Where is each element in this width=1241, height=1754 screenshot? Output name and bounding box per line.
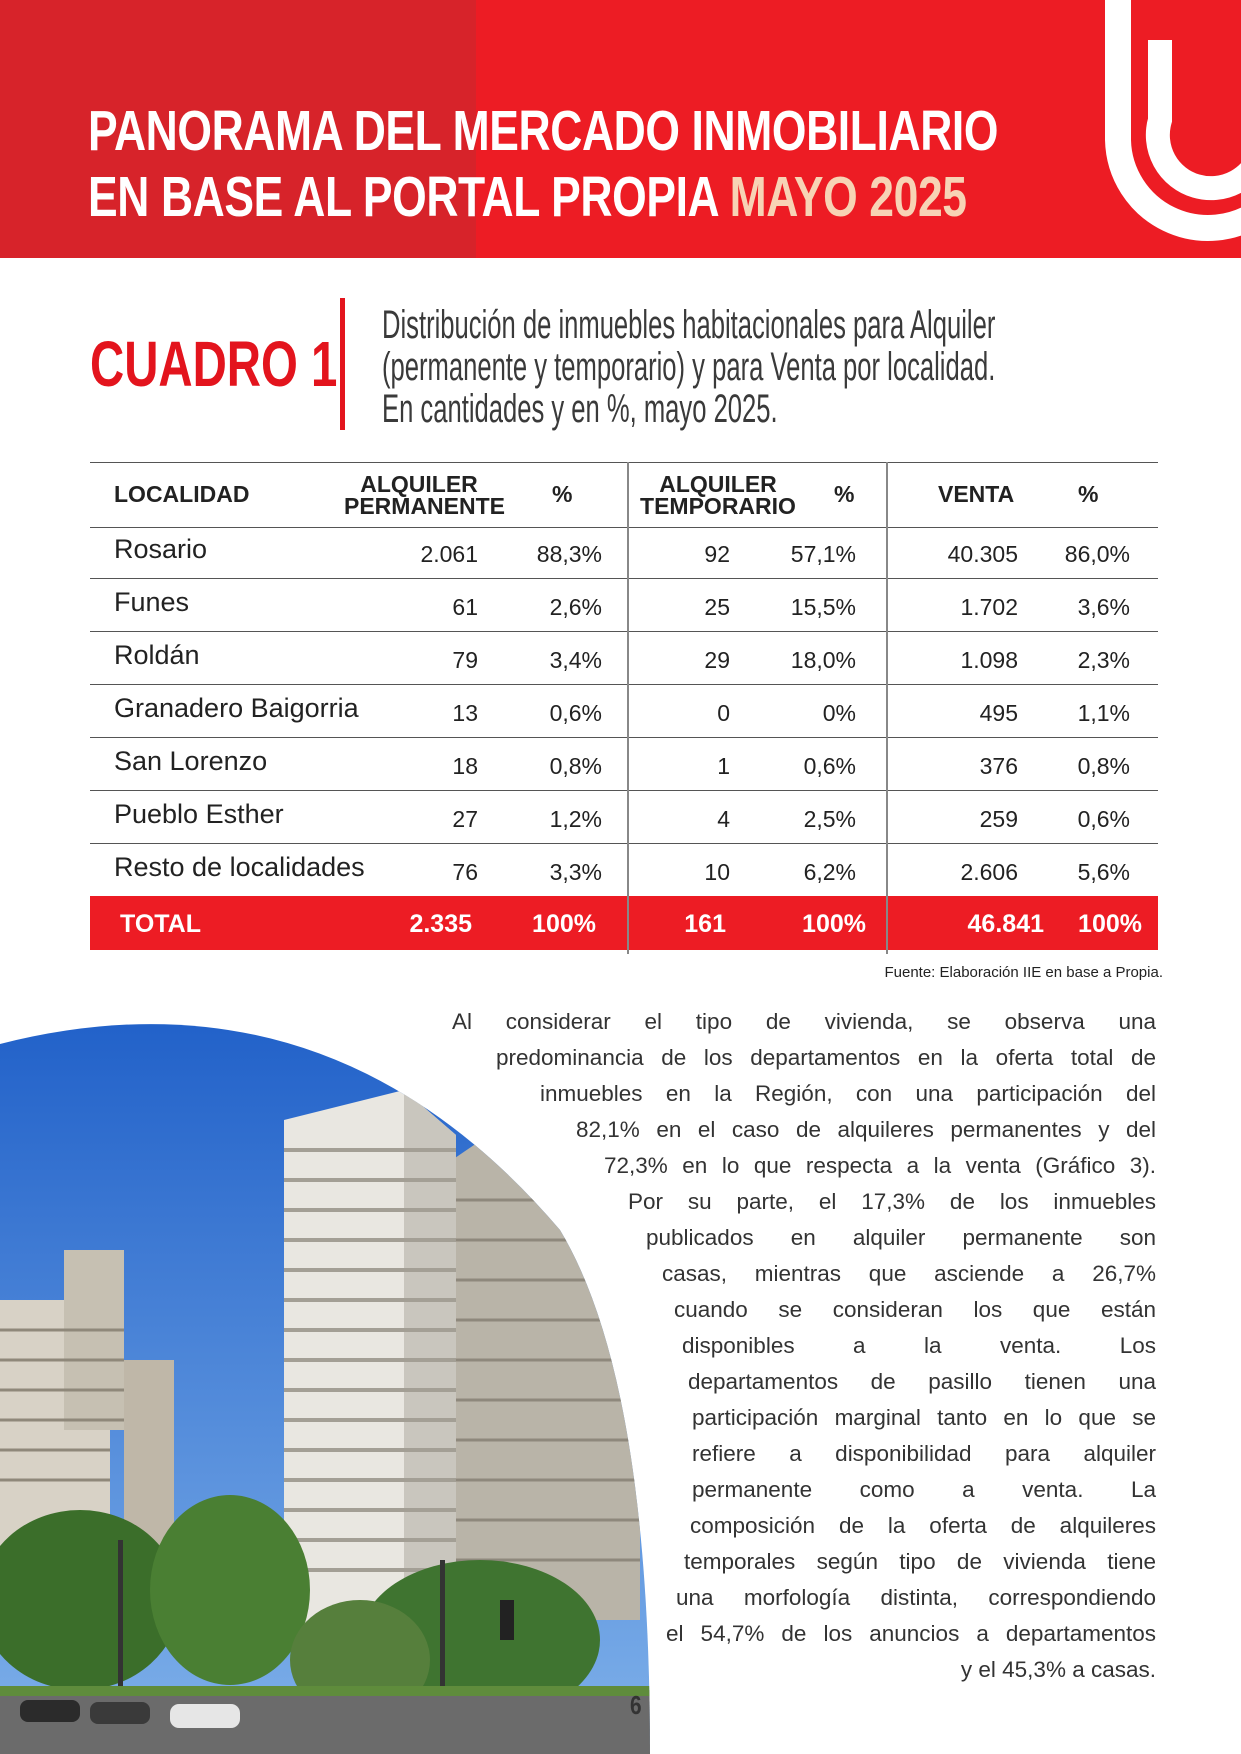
body-line: cuando se consideran los que están <box>674 1297 1156 1322</box>
cell-localidad: San Lorenzo <box>114 746 268 776</box>
cell-at-pct: 57,1% <box>790 541 856 567</box>
cell-ap-pct: 88,3% <box>536 541 602 567</box>
cell-ap: 61 <box>452 594 478 620</box>
cell-ap-pct: 3,4% <box>549 647 602 673</box>
cell-at-pct: 2,5% <box>803 806 856 832</box>
body-line: una morfología distinta, correspondiendo <box>676 1585 1156 1610</box>
cell-at: 10 <box>704 859 730 885</box>
body-line: predominancia de los departamentos en la oferta total de <box>496 1045 1156 1070</box>
table-source-note: Fuente: Elaboración IIE en base a Propia. <box>884 964 1163 981</box>
body-line: y el 45,3% a casas. <box>960 1657 1156 1682</box>
page-title <box>88 98 998 230</box>
header-alquiler-temporario-line2: TEMPORARIO <box>640 493 796 519</box>
cell-localidad: Granadero Baigorria <box>114 693 359 723</box>
body-line: Al considerar el tipo de vivienda, se observa una <box>452 1009 1156 1034</box>
header-localidad: LOCALIDAD <box>114 481 250 507</box>
cuadro-divider <box>340 298 345 430</box>
header-pct-ap: % <box>552 481 573 507</box>
cuadro-description-line: Distribución de inmuebles habitacionales para Alquiler <box>382 303 996 347</box>
table-row <box>90 844 1158 897</box>
cuadro-description-line: En cantidades y en %, mayo 2025. <box>382 387 778 431</box>
body-line: inmuebles en la Región, con una participación del <box>540 1081 1156 1106</box>
body-line: departamentos de pasillo tienen una <box>688 1369 1156 1394</box>
table-row <box>90 526 1158 579</box>
cell-at: 25 <box>704 594 730 620</box>
cell-ap: 76 <box>452 859 478 885</box>
total-label: TOTAL <box>120 910 202 938</box>
cell-v-pct: 5,6% <box>1077 859 1130 885</box>
table-row <box>90 738 1158 791</box>
header-venta: VENTA <box>938 481 1015 507</box>
total-at: 161 <box>684 910 726 938</box>
cell-v-pct: 0,6% <box>1077 806 1130 832</box>
body-line: disponibles a la venta. Los <box>682 1333 1156 1358</box>
cell-ap-pct: 1,2% <box>549 806 602 832</box>
table-total-row <box>90 896 1158 950</box>
table-row <box>90 579 1158 632</box>
header-pct-v: % <box>1078 481 1099 507</box>
total-v-pct: 100% <box>1078 910 1142 938</box>
title-accent-date: MAYO 2025 <box>729 165 967 229</box>
cell-v-pct: 86,0% <box>1064 541 1130 567</box>
cell-ap: 27 <box>452 806 478 832</box>
header-alquiler-permanente-line2: PERMANENTE <box>344 493 506 519</box>
cell-at: 0 <box>717 700 730 726</box>
table-row <box>90 685 1158 738</box>
column-divider <box>627 462 629 954</box>
cell-localidad: Rosario <box>114 534 208 564</box>
cell-v: 40.305 <box>947 541 1018 567</box>
cell-ap: 13 <box>452 700 478 726</box>
header-alquiler-permanente-line1: ALQUILER <box>360 471 478 497</box>
cuadro-description <box>382 304 995 430</box>
cell-v-pct: 2,3% <box>1077 647 1130 673</box>
cell-v-pct: 3,6% <box>1077 594 1130 620</box>
body-line: 72,3% en lo que respecta a la venta (Gráfico 3). <box>604 1153 1156 1178</box>
cell-v: 2.606 <box>960 859 1018 885</box>
body-line: el 54,7% de los anuncios a departamentos <box>666 1621 1156 1646</box>
body-line: Por su parte, el 17,3% de los inmuebles <box>628 1189 1156 1214</box>
body-line: publicados en alquiler permanente son <box>646 1225 1156 1250</box>
cell-at-pct: 0,6% <box>803 753 856 779</box>
body-line: permanente como a venta. La <box>692 1477 1156 1502</box>
cell-at-pct: 18,0% <box>790 647 856 673</box>
cell-localidad: Roldán <box>114 640 200 670</box>
cell-at-pct: 6,2% <box>803 859 856 885</box>
cell-ap: 18 <box>452 753 478 779</box>
title-line-1: PANORAMA DEL MERCADO INMOBILIARIO <box>88 99 999 163</box>
table-header-row <box>90 462 1158 528</box>
cell-ap-pct: 3,3% <box>549 859 602 885</box>
cell-at-pct: 15,5% <box>790 594 856 620</box>
cell-ap-pct: 2,6% <box>549 594 602 620</box>
column-divider <box>886 462 888 954</box>
cuadro-label: CUADRO 1 <box>90 328 338 400</box>
cell-ap-pct: 0,8% <box>549 753 602 779</box>
total-ap: 2.335 <box>409 910 472 938</box>
body-line: 82,1% en el caso de alquileres permanentes y del <box>576 1117 1156 1142</box>
header-band <box>0 0 1241 258</box>
body-line: temporales según tipo de vivienda tiene <box>684 1549 1156 1574</box>
cell-v: 1.098 <box>960 647 1018 673</box>
cell-v: 376 <box>979 753 1018 779</box>
cell-at: 29 <box>704 647 730 673</box>
table-row <box>90 632 1158 685</box>
u-shape-logo-icon <box>1092 0 1241 258</box>
title-line-2-text: EN BASE AL PORTAL PROPIA <box>88 165 718 229</box>
cell-at-pct: 0% <box>822 700 856 726</box>
cell-v-pct: 0,8% <box>1077 753 1130 779</box>
cell-ap-pct: 0,6% <box>549 700 602 726</box>
cell-v: 259 <box>979 806 1018 832</box>
cell-at: 1 <box>717 753 730 779</box>
body-line: refiere a disponibilidad para alquiler <box>692 1441 1156 1466</box>
cell-at: 4 <box>717 806 730 832</box>
page-number: 6 <box>630 1690 642 1720</box>
body-paragraph <box>420 1004 1156 1688</box>
body-line: composición de la oferta de alquileres <box>690 1513 1156 1538</box>
cell-v-pct: 1,1% <box>1077 700 1130 726</box>
header-alquiler-permanente <box>344 471 506 519</box>
total-v: 46.841 <box>967 910 1044 938</box>
cell-localidad: Funes <box>114 587 190 617</box>
cell-localidad: Resto de localidades <box>114 852 365 882</box>
header-pct-at: % <box>834 481 855 507</box>
body-line: casas, mientras que asciende a 26,7% <box>662 1261 1156 1286</box>
cell-ap: 2.061 <box>420 541 478 567</box>
total-ap-pct: 100% <box>532 910 596 938</box>
table-row <box>90 791 1158 844</box>
body-line: participación marginal tanto en lo que se <box>692 1405 1156 1430</box>
total-at-pct: 100% <box>802 910 866 938</box>
header-alquiler-temporario <box>638 473 798 517</box>
header-alquiler-temporario-line1: ALQUILER <box>659 471 777 497</box>
cell-v: 495 <box>979 700 1018 726</box>
cell-v: 1.702 <box>960 594 1018 620</box>
cell-ap: 79 <box>452 647 478 673</box>
title-line-2 <box>88 164 998 230</box>
cell-localidad: Pueblo Esther <box>114 799 284 829</box>
cuadro-description-line: (permanente y temporario) y para Venta por localidad. <box>382 345 996 389</box>
cell-at: 92 <box>704 541 730 567</box>
